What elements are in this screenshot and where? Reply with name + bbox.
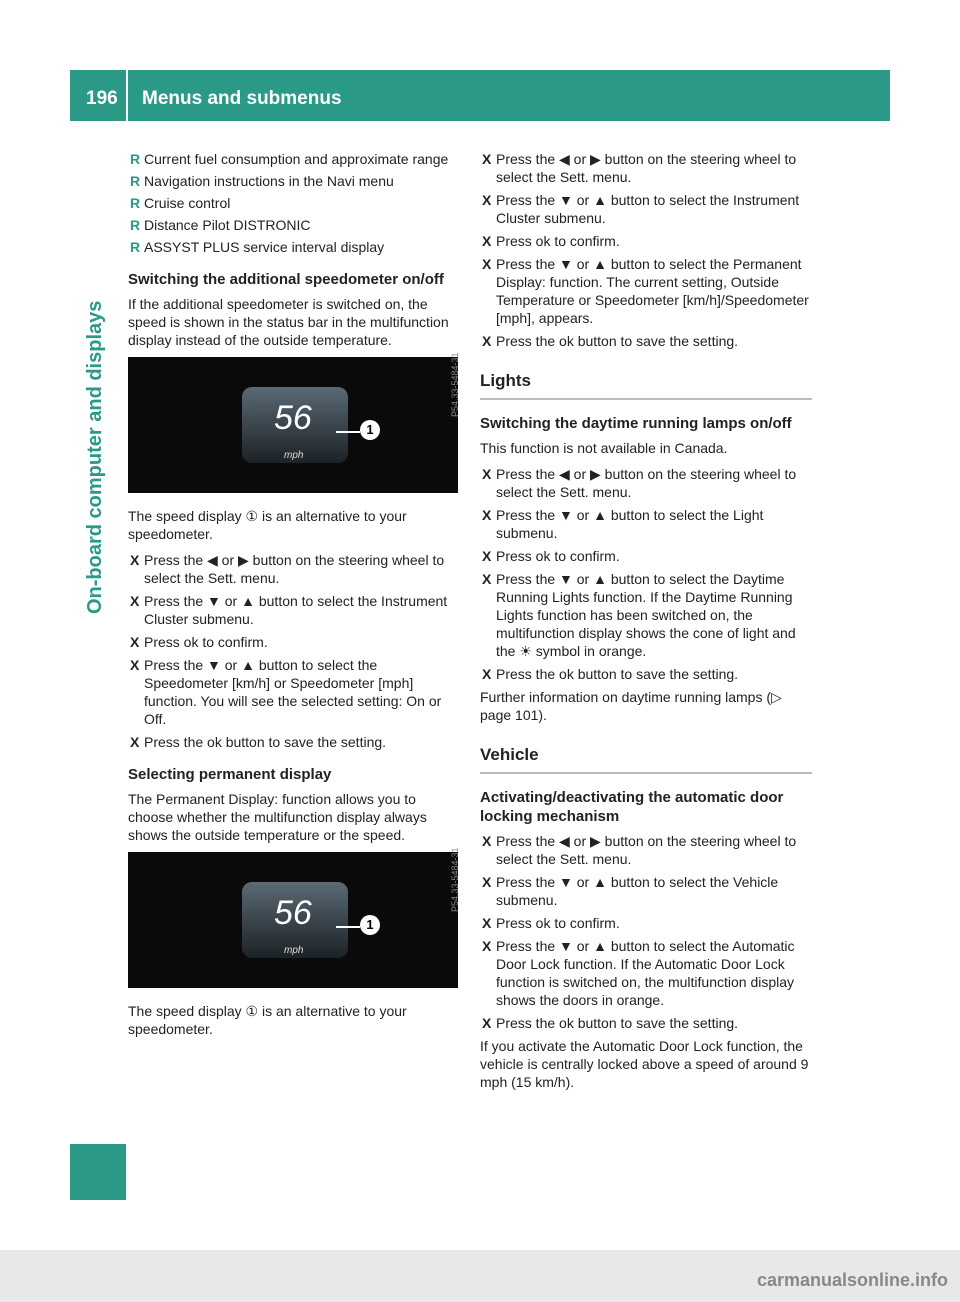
callout-line xyxy=(336,926,360,928)
heading-daytime-running-lamps: Switching the daytime running lamps on/off xyxy=(480,415,792,432)
heading-door-locking: Activating/deactivating the automatic door locking mechanism xyxy=(480,789,784,825)
list-item: R Current fuel consumption and approximate range xyxy=(130,151,449,167)
step-item: X Press ok to confirm. xyxy=(482,233,620,249)
step-item: X Press the ◀ or ▶ button on the steering wheel to select the Sett. menu. xyxy=(482,833,797,867)
step-item: X Press the ▼ or ▲ button to select the Instrument Cluster submenu. xyxy=(482,192,800,226)
step-item: X Press the ok button to save the setting. xyxy=(482,666,739,682)
step-item: X Press ok to confirm. xyxy=(482,915,620,931)
watermark-text: carmanualsonline.info xyxy=(756,1270,948,1290)
list-item: R Distance Pilot DISTRONIC xyxy=(130,217,311,233)
list-item: R Cruise control xyxy=(130,195,231,211)
page-number: 196 xyxy=(86,88,118,109)
speed-value: 56 xyxy=(274,399,312,437)
step-item: X Press the ◀ or ▶ button on the steering wheel to select the Sett. menu. xyxy=(130,552,445,586)
step-item: X Press the ▼ or ▲ button to select the Light submenu. xyxy=(482,507,764,541)
speed-unit: mph xyxy=(284,450,304,461)
paragraph-speedometer: If the additional speedometer is switched on, the speed is shown in the status bar in the multifunction display instead of the outside temperature. xyxy=(128,296,449,348)
step-item: X Press the ▼ or ▲ button to select the Vehicle submenu. xyxy=(482,874,779,908)
step-item: X Press the ok button to save the setting. xyxy=(130,734,387,750)
heading-lights: Lights xyxy=(480,372,812,400)
steps-list-door-lock xyxy=(480,832,812,1032)
step-item: X Press the ◀ or ▶ button on the steering wheel to select the Sett. menu. xyxy=(482,151,797,185)
right-column xyxy=(480,150,812,1099)
step-item: X Press the ▼ or ▲ button to select the Permanent Display: function. The current setting, Outside Temperature or Speedometer [km/h]/Speedometer [mph], appears. xyxy=(482,256,809,326)
step-item: X Press the ▼ or ▲ button to select the Automatic Door Lock function. If the Automatic Door Lock function is switched on, the multifunction display shows the doors in orange. xyxy=(482,938,795,1008)
paragraph-drl-note: This function is not available in Canada. xyxy=(480,440,728,456)
steps-list-drl xyxy=(480,465,812,683)
figure-code: P54.33-5484-31 xyxy=(450,847,460,912)
caption-2: The speed display ① is an alternative to your speedometer. xyxy=(128,1003,407,1037)
speed-value: 56 xyxy=(274,894,312,932)
step-item: X Press the ▼ or ▲ button to select the Daytime Running Lights function. If the Daytime Running Lights function has been switched on, the multifunction display shows the cone of light and the ☀ symbol in orange. xyxy=(482,571,796,659)
callout-marker: 1 xyxy=(360,420,380,440)
speed-display-figure-1 xyxy=(128,352,460,493)
step-item: X Press the ◀ or ▶ button on the steering wheel to select the Sett. menu. xyxy=(482,466,797,500)
steps-list-permanent xyxy=(480,150,812,350)
page-header xyxy=(70,70,890,121)
paragraph-door-lock-note: If you activate the Automatic Door Lock function, the vehicle is centrally locked above a speed of around 9 mph (15 km/h). xyxy=(480,1038,809,1090)
callout-marker: 1 xyxy=(360,915,380,935)
step-item: X Press the ▼ or ▲ button to select the Speedometer [km/h] or Speedometer [mph] function. You will see the selected setting: On or Off. xyxy=(130,657,442,727)
heading-vehicle: Vehicle xyxy=(480,746,812,774)
step-item: X Press the ok button to save the setting. xyxy=(482,333,739,349)
heading-permanent-display: Selecting permanent display xyxy=(128,766,332,783)
left-column xyxy=(128,150,460,1046)
paragraph-further-info: Further information on daytime running lamps (▷ page 101). xyxy=(480,689,782,723)
callout-line xyxy=(336,431,360,433)
caption-1: The speed display ① is an alternative to your speedometer. xyxy=(128,508,407,542)
paragraph-permanent-display: The Permanent Display: function allows you to choose whether the multifunction display always shows the outside temperature or the speed. xyxy=(128,791,427,843)
step-item: X Press the ▼ or ▲ button to select the Instrument Cluster submenu. xyxy=(130,593,448,627)
steps-list-1 xyxy=(128,551,460,751)
figure-code: P54.33-5484-31 xyxy=(450,352,460,417)
list-item: R Navigation instructions in the Navi menu xyxy=(130,173,394,189)
heading-speedometer: Switching the additional speedometer on/off xyxy=(128,271,444,288)
feature-list xyxy=(128,150,460,256)
list-item: R ASSYST PLUS service interval display xyxy=(130,239,385,255)
page-footer xyxy=(0,1250,960,1302)
speed-display-figure-2 xyxy=(128,847,460,988)
step-item: X Press ok to confirm. xyxy=(482,548,620,564)
chapter-tab-marker xyxy=(70,1144,126,1200)
section-title: Menus and submenus xyxy=(142,88,342,109)
step-item: X Press ok to confirm. xyxy=(130,634,268,650)
header-divider xyxy=(126,70,128,121)
step-item: X Press the ok button to save the setting. xyxy=(482,1015,739,1031)
speed-unit: mph xyxy=(284,945,304,956)
chapter-tab-label: On-board computer and displays xyxy=(84,300,106,614)
